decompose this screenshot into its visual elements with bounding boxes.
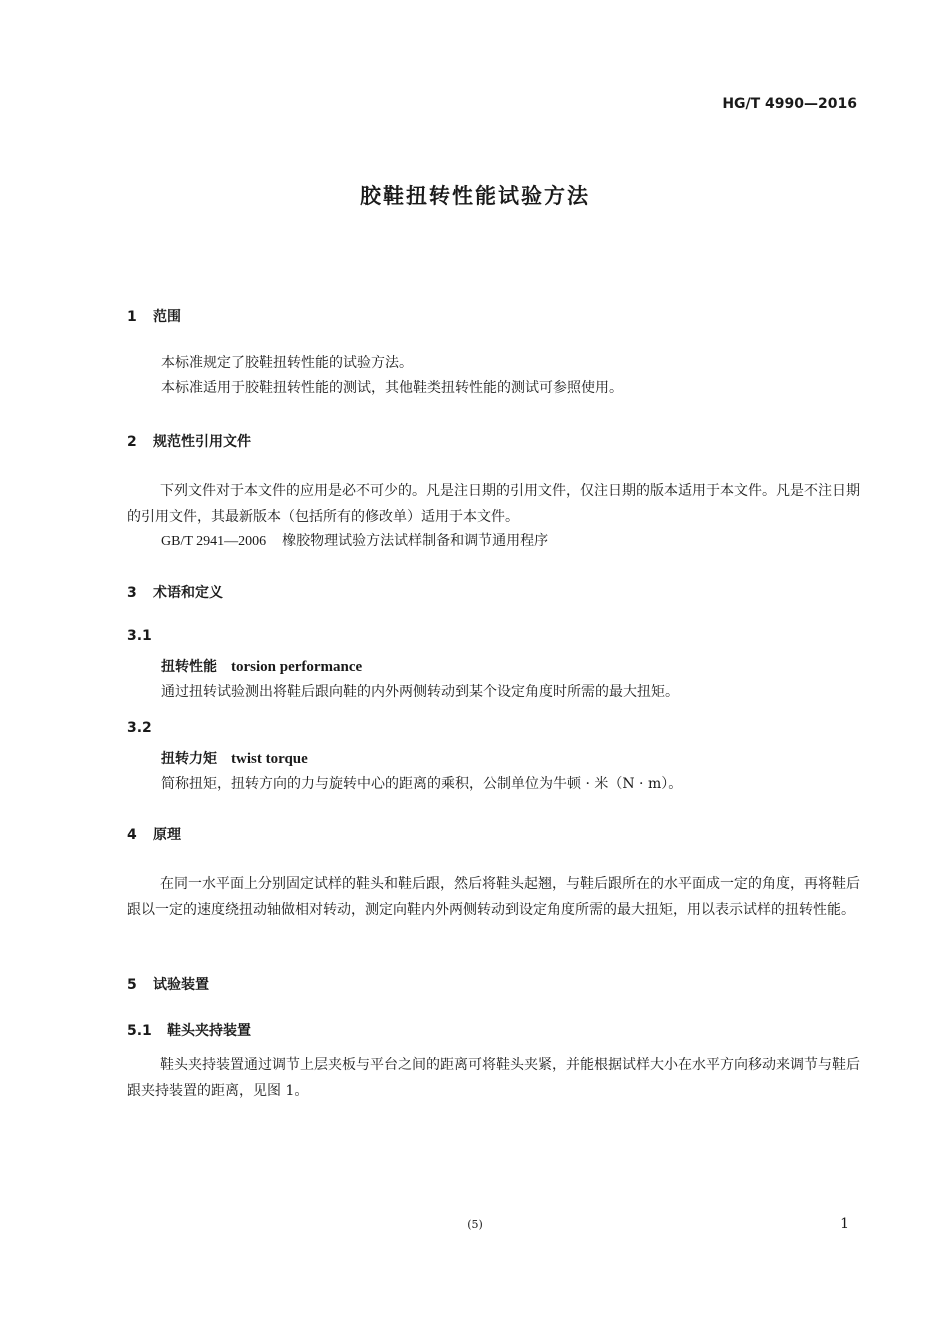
term-number: 3.1 xyxy=(127,628,152,644)
term-number: 3.2 xyxy=(127,720,152,736)
section-title: 试验装置 xyxy=(153,977,209,993)
page-number: 1 xyxy=(840,1216,849,1232)
paragraph: 下列文件对于本文件的应用是必不可少的。凡是注日期的引用文件，仅注日期的版本适用于本文件。凡是不注日期的引用文件，其最新版本（包括所有的修改单）适用于本文件。 xyxy=(127,483,860,525)
term-en: torsion performance xyxy=(231,659,363,675)
section-number: 5 xyxy=(127,977,137,993)
section-number: 1 xyxy=(127,309,137,325)
paragraph: 鞋头夹持装置通过调节上层夹板与平台之间的距离可将鞋头夹紧，并能根据试样大小在水平方向移动来调节与鞋后跟夹持装置的距离，见图 1。 xyxy=(127,1057,860,1099)
paragraph: 在同一水平面上分别固定试样的鞋头和鞋后跟，然后将鞋头起翘，与鞋后跟所在的水平面成一定的角度，再将鞋后跟以一定的速度绕扭动轴做相对转动，测定向鞋内外两侧转动到设定角度所需的最大扭矩，用以表示试样的扭转性能。 xyxy=(127,876,860,918)
section-title: 原理 xyxy=(153,827,181,843)
section-title: 规范性引用文件 xyxy=(153,434,251,450)
term-definition: 简称扭矩，扭转方向的力与旋转中心的距离的乘积，公制单位为牛顿 · 米（N · m）。 xyxy=(161,776,683,792)
paragraph: 本标准适用于胶鞋扭转性能的测试，其他鞋类扭转性能的测试可参照使用。 xyxy=(161,380,623,396)
section-2-heading xyxy=(127,431,251,451)
footer-sequence: (5) xyxy=(467,1218,483,1231)
section-5-heading xyxy=(127,974,209,994)
section-4-heading xyxy=(127,824,181,844)
section-3-heading xyxy=(127,582,223,602)
section-number: 3 xyxy=(127,585,137,601)
term-zh: 扭转性能 xyxy=(161,659,217,675)
section-1-heading xyxy=(127,306,181,326)
term-zh: 扭转力矩 xyxy=(161,751,217,767)
reference-title: 橡胶物理试验方法试样制备和调节通用程序 xyxy=(282,533,549,549)
term-heading xyxy=(161,656,362,676)
standard-number: HG/T 4990—2016 xyxy=(722,96,857,112)
term-definition: 通过扭转试验测出将鞋后跟向鞋的内外两侧转动到某个设定角度时所需的最大扭矩。 xyxy=(161,684,679,700)
document-title: 胶鞋扭转性能试验方法 xyxy=(360,184,590,208)
section-number: 2 xyxy=(127,434,137,450)
reference-code: GB/T 2941—2006 xyxy=(161,534,267,549)
section-title: 术语和定义 xyxy=(153,585,223,601)
section-title: 范围 xyxy=(153,309,181,325)
term-en: twist torque xyxy=(231,751,308,767)
subsection-title: 鞋头夹持装置 xyxy=(167,1023,251,1039)
section-number: 4 xyxy=(127,827,137,843)
subsection-5-1-heading xyxy=(127,1020,251,1040)
subsection-number: 5.1 xyxy=(127,1023,152,1039)
paragraph: 本标准规定了胶鞋扭转性能的试验方法。 xyxy=(161,355,413,371)
term-heading xyxy=(161,748,308,768)
normative-reference xyxy=(161,529,548,554)
